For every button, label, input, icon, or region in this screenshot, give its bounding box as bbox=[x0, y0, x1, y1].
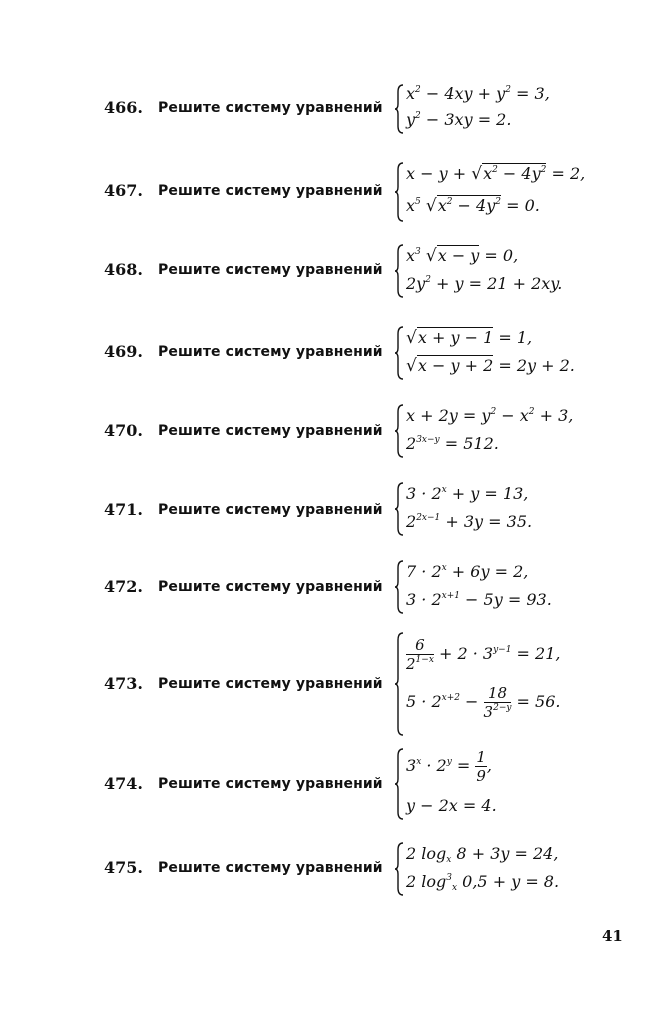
problem-lead: Решите систему уравнений bbox=[158, 262, 383, 278]
brace-icon bbox=[394, 560, 404, 614]
equation-2: $2^{2x-1} + 3y = 35$. bbox=[406, 512, 533, 531]
problem-number: 475. bbox=[104, 858, 143, 877]
equation-2: $2y^2 + y = 21 + 2xy$. bbox=[406, 274, 563, 293]
problem-lead: Решите систему уравнений bbox=[158, 579, 383, 595]
equation-1: 2 $\log_x 8 + 3y = 24$, bbox=[406, 844, 559, 865]
equation-2: $y^2 - 3xy = 2$. bbox=[406, 110, 512, 129]
equation-1: $7 \cdot 2^x + 6y = 2$, bbox=[406, 562, 529, 581]
equation-1: $3^x \cdot 2^y$ = $\frac{1}{9}$ , bbox=[406, 748, 493, 785]
equation-2: $3 \cdot 2^{x+1} - 5y = 93$. bbox=[406, 590, 552, 609]
brace-icon bbox=[394, 482, 404, 536]
problem-number: 468. bbox=[104, 260, 143, 279]
problem-lead: Решите систему уравнений bbox=[158, 344, 383, 360]
brace-icon bbox=[394, 244, 404, 298]
problem-lead: Решите систему уравнений bbox=[158, 423, 383, 439]
brace-icon bbox=[394, 748, 404, 820]
problem-number: 470. bbox=[104, 421, 143, 440]
equation-2: 2 $\log^3_x 0,5 + y = 8$. bbox=[406, 872, 560, 893]
brace-icon bbox=[394, 162, 404, 222]
problem-lead: Решите систему уравнений bbox=[158, 776, 383, 792]
problem-number: 467. bbox=[104, 181, 143, 200]
equation-2: √x − y + 2 = 2y + 2. bbox=[406, 356, 575, 376]
brace-icon bbox=[394, 632, 404, 736]
problem-number: 469. bbox=[104, 342, 143, 361]
problem-number: 473. bbox=[104, 674, 143, 693]
problem-lead: Решите систему уравнений bbox=[158, 502, 383, 518]
brace-icon bbox=[394, 404, 404, 458]
problem-number: 466. bbox=[104, 98, 143, 117]
equation-1: $x + 2y = y^2 - x^2 + 3$, bbox=[406, 406, 574, 425]
equation-1: $x - y + √x^2 - 4y^2 = 2$, bbox=[406, 164, 586, 184]
brace-icon bbox=[394, 84, 404, 134]
problem-lead: Решите систему уравнений bbox=[158, 183, 383, 199]
brace-icon bbox=[394, 326, 404, 380]
problem-number: 474. bbox=[104, 774, 143, 793]
equation-1: √x + y − 1 = 1, bbox=[406, 328, 533, 348]
equation-1: $3 \cdot 2^x + y = 13$, bbox=[406, 484, 529, 503]
problem-number: 472. bbox=[104, 577, 143, 596]
problem-number: 471. bbox=[104, 500, 143, 519]
equation-1: $x^3$ √x − y = 0, bbox=[406, 246, 519, 266]
brace-icon bbox=[394, 842, 404, 896]
problem-lead: Решите систему уравнений bbox=[158, 100, 383, 116]
equation-2: $2^{3x-y} = 512$. bbox=[406, 434, 499, 453]
page-number: 41 bbox=[602, 927, 623, 945]
equation-1: $x^2 - 4xy + y^2 = 3$, bbox=[406, 84, 550, 103]
problem-lead: Решите систему уравнений bbox=[158, 676, 383, 692]
problem-lead: Решите систему уравнений bbox=[158, 860, 383, 876]
equation-2: $x^5$ $√x^2 - 4y^2 = 0$. bbox=[406, 196, 540, 216]
equation-1: $\frac{6}{2^{1-x}}$ + $2 \cdot 3^{y-1} = 21$, bbox=[406, 636, 561, 673]
equation-2: $5 \cdot 2^{x+2}$ − $\frac{18}{3^{2-y}}$ = 56. bbox=[406, 684, 561, 721]
equation-2: y − 2x = 4. bbox=[406, 796, 497, 815]
